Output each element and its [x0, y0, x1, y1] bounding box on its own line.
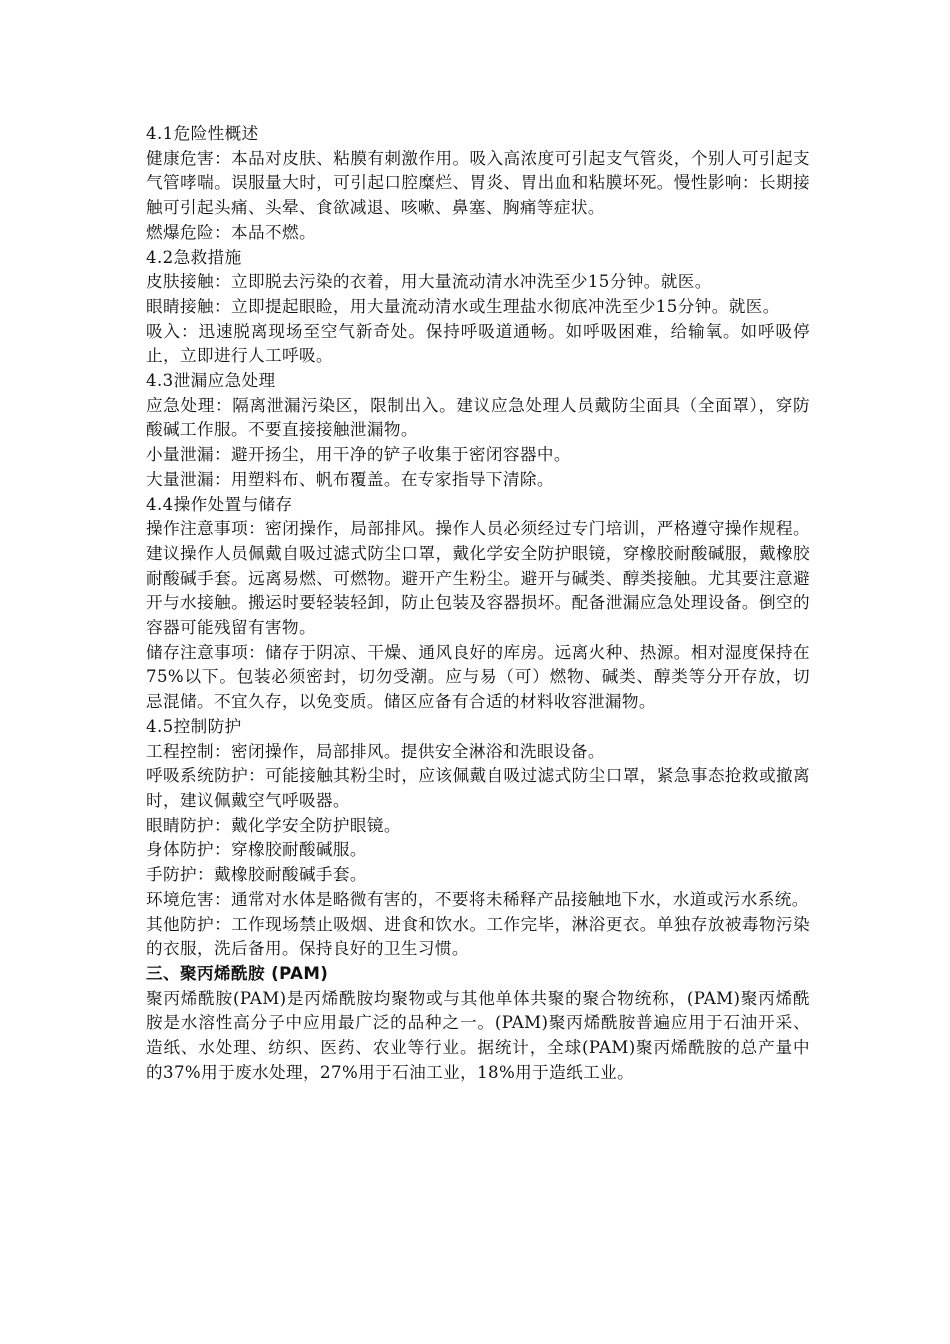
paragraph-health-hazard: 健康危害：本品对皮肤、粘膜有刺激作用。吸入高浓度可引起支气管炎，个别人可引起支气管哮喘。误服量大时，可引起口腔糜烂、胃炎、胃出血和粘膜坏死。慢性影响：长期接触可引起头痛、头晕、食欲减退、咳嗽、鼻塞、胸痛等症状。 [146, 148, 810, 218]
paragraph-eye-protection: 眼睛防护：戴化学安全防护眼镜。 [146, 815, 401, 835]
paragraph-skin-contact: 皮肤接触：立即脱去污染的衣着，用大量流动清水冲洗至少15分钟。就医。 [146, 272, 712, 292]
paragraph-engineering-control: 工程控制：密闭操作，局部排风。提供安全淋浴和洗眼设备。 [146, 741, 605, 761]
paragraph-large-spill: 大量泄漏：用塑料布、帆布覆盖。在专家指导下清除。 [146, 469, 554, 489]
paragraph-emergency-handling: 应急处理：隔离泄漏污染区，限制出入。建议应急处理人员戴防尘面具（全面罩），穿防酸碱工作服。不要直接接触泄漏物。 [146, 395, 810, 440]
section-heading-4-3: 4.3泄漏应急处理 [146, 371, 276, 391]
paragraph-environmental-hazard: 环境危害：通常对水体是略微有害的，不要将未稀释产品接触地下水，水道或污水系统。 [146, 889, 809, 909]
section-heading-4-2: 4.2急救措施 [146, 247, 242, 267]
paragraph-other-protection: 其他防护：工作现场禁止吸烟、进食和饮水。工作完毕，淋浴更衣。单独存放被毒物污染的衣服，洗后备用。保持良好的卫生习惯。 [146, 914, 810, 959]
paragraph-inhalation: 吸入：迅速脱离现场至空气新奇处。保持呼吸道通畅。如呼吸困难，给输氧。如呼吸停止，立即进行人工呼吸。 [146, 321, 810, 366]
paragraph-small-spill: 小量泄漏：避开扬尘，用干净的铲子收集于密闭容器中。 [146, 445, 571, 465]
document-page [146, 122, 810, 1085]
paragraph-eye-contact: 眼睛接触：立即提起眼睑，用大量流动清水或生理盐水彻底冲洗至少15分钟。就医。 [146, 296, 780, 316]
paragraph-hand-protection: 手防护：戴橡胶耐酸碱手套。 [146, 865, 367, 885]
paragraph-body-protection: 身体防护：穿橡胶耐酸碱服。 [146, 840, 367, 860]
section-heading-4-5: 4.5控制防护 [146, 716, 242, 736]
pam-section-title: 三、聚丙烯酰胺 (PAM) [146, 963, 329, 983]
paragraph-fire-hazard: 燃爆危险：本品不燃。 [146, 222, 316, 242]
paragraph-pam-description: 聚丙烯酰胺(PAM)是丙烯酰胺均聚物或与其他单体共聚的聚合物统称，(PAM)聚丙烯酰胺是水溶性高分子中应用最广泛的品种之一。(PAM)聚丙烯酰胺普遍应用于石油开采、造纸、水处理、纺织、医药、农业等行业。据统计，全球(PAM)聚丙烯酰胺的总产量中的37%用于废水处理，27%用于石油工业，18%用于造纸工业。 [146, 988, 810, 1082]
paragraph-respiratory-protection: 呼吸系统防护：可能接触其粉尘时，应该佩戴自吸过滤式防尘口罩，紧急事态抢救或撤离时，建议佩戴空气呼吸器。 [146, 766, 810, 810]
paragraph-operation-notes: 操作注意事项：密闭操作，局部排风。操作人员必须经过专门培训，严格遵守操作规程。建议操作人员佩戴自吸过滤式防尘口罩，戴化学安全防护眼镜，穿橡胶耐酸碱服，戴橡胶耐酸碱手套。远离易燃、可燃物。避开产生粉尘。避开与碱类、醇类接触。尤其要注意避开与水接触。搬运时要轻装轻卸，防止包装及容器损坏。配备泄漏应急处理设备。倒空的容器可能残留有害物。 [146, 519, 810, 638]
paragraph-storage-notes: 储存注意事项：储存于阴凉、干燥、通风良好的库房。远离火种、热源。相对湿度保持在75%以下。包装必须密封，切勿受潮。应与易（可）燃物、碱类、醇类等分开存放，切忌混储。不宜久存，以免变质。储区应备有合适的材料收容泄漏物。 [146, 642, 810, 712]
section-heading-4-4: 4.4操作处置与储存 [146, 494, 293, 514]
section-heading-4-1: 4.1危险性概述 [146, 124, 259, 143]
